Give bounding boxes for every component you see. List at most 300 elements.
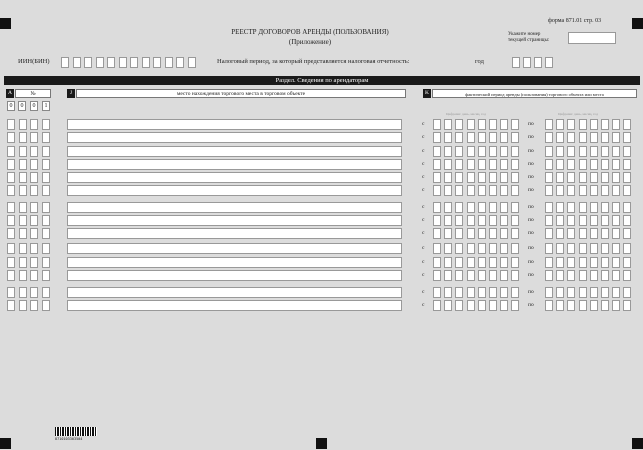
- date-from-cell[interactable]: [455, 146, 463, 157]
- date-to-cell[interactable]: [601, 300, 609, 311]
- date-from-cell[interactable]: [467, 159, 475, 170]
- date-from-cell[interactable]: [489, 185, 497, 196]
- date-to-cell[interactable]: [567, 228, 575, 239]
- date-to-cell[interactable]: [601, 119, 609, 130]
- iin-digit-cell[interactable]: [107, 57, 115, 68]
- date-to-cell[interactable]: [567, 146, 575, 157]
- date-from-cell[interactable]: [467, 270, 475, 281]
- date-to-cell[interactable]: [612, 257, 620, 268]
- row-number-cell[interactable]: [7, 172, 15, 183]
- row-number-cell[interactable]: [30, 185, 38, 196]
- date-to-cell[interactable]: [612, 172, 620, 183]
- row-number-cell[interactable]: [30, 270, 38, 281]
- date-from-cell[interactable]: [444, 172, 452, 183]
- date-to-cell[interactable]: [545, 215, 553, 226]
- date-from-cell[interactable]: [455, 287, 463, 298]
- date-from-cell[interactable]: [489, 287, 497, 298]
- row-number-cell[interactable]: [7, 270, 15, 281]
- date-from-cell[interactable]: [433, 257, 441, 268]
- date-to-cell[interactable]: [623, 300, 631, 311]
- row-number-cell[interactable]: [19, 119, 27, 130]
- date-from-cell[interactable]: [500, 172, 508, 183]
- date-to-cell[interactable]: [612, 132, 620, 143]
- date-from-cell[interactable]: [511, 270, 519, 281]
- row-number-cell[interactable]: [19, 257, 27, 268]
- iin-digit-cell[interactable]: [176, 57, 184, 68]
- location-field[interactable]: [67, 159, 402, 170]
- date-to-cell[interactable]: [623, 202, 631, 213]
- date-to-cell[interactable]: [545, 228, 553, 239]
- date-to-cell[interactable]: [612, 215, 620, 226]
- date-from-cell[interactable]: [500, 202, 508, 213]
- date-to-cell[interactable]: [601, 146, 609, 157]
- date-to-cell[interactable]: [579, 228, 587, 239]
- date-to-cell[interactable]: [623, 159, 631, 170]
- row-number-cell[interactable]: [19, 202, 27, 213]
- date-from-cell[interactable]: [489, 257, 497, 268]
- date-to-cell[interactable]: [545, 243, 553, 254]
- row-number-cell[interactable]: [42, 172, 50, 183]
- date-from-cell[interactable]: [433, 132, 441, 143]
- date-from-cell[interactable]: [433, 119, 441, 130]
- date-to-cell[interactable]: [590, 185, 598, 196]
- date-from-cell[interactable]: [444, 119, 452, 130]
- date-from-cell[interactable]: [433, 243, 441, 254]
- date-from-cell[interactable]: [467, 287, 475, 298]
- date-to-cell[interactable]: [556, 228, 564, 239]
- date-from-cell[interactable]: [500, 159, 508, 170]
- date-to-cell[interactable]: [579, 300, 587, 311]
- date-from-cell[interactable]: [511, 159, 519, 170]
- date-from-cell[interactable]: [478, 228, 486, 239]
- date-to-cell[interactable]: [601, 257, 609, 268]
- date-to-cell[interactable]: [545, 159, 553, 170]
- year-digit-cell[interactable]: [534, 57, 542, 68]
- date-to-cell[interactable]: [556, 132, 564, 143]
- date-to-cell[interactable]: [590, 257, 598, 268]
- row-number-cell[interactable]: [30, 243, 38, 254]
- date-from-cell[interactable]: [433, 270, 441, 281]
- row-number-cell[interactable]: [19, 132, 27, 143]
- date-from-cell[interactable]: [478, 300, 486, 311]
- date-from-cell[interactable]: [511, 215, 519, 226]
- date-from-cell[interactable]: [489, 300, 497, 311]
- date-from-cell[interactable]: [511, 132, 519, 143]
- date-to-cell[interactable]: [545, 132, 553, 143]
- year-digit-cell[interactable]: [523, 57, 531, 68]
- date-to-cell[interactable]: [612, 146, 620, 157]
- row-number-cell[interactable]: [7, 243, 15, 254]
- iin-digit-cell[interactable]: [61, 57, 69, 68]
- date-from-cell[interactable]: [489, 172, 497, 183]
- location-field[interactable]: [67, 146, 402, 157]
- location-field[interactable]: [67, 270, 402, 281]
- row-number-digit[interactable]: 0: [18, 101, 26, 111]
- location-field[interactable]: [67, 132, 402, 143]
- date-to-cell[interactable]: [601, 159, 609, 170]
- date-to-cell[interactable]: [545, 119, 553, 130]
- date-to-cell[interactable]: [623, 185, 631, 196]
- date-from-cell[interactable]: [500, 215, 508, 226]
- date-to-cell[interactable]: [545, 172, 553, 183]
- date-from-cell[interactable]: [500, 243, 508, 254]
- location-field[interactable]: [67, 119, 402, 130]
- location-field[interactable]: [67, 202, 402, 213]
- date-to-cell[interactable]: [556, 300, 564, 311]
- date-to-cell[interactable]: [623, 119, 631, 130]
- date-from-cell[interactable]: [444, 132, 452, 143]
- date-to-cell[interactable]: [567, 270, 575, 281]
- date-from-cell[interactable]: [478, 146, 486, 157]
- date-from-cell[interactable]: [478, 119, 486, 130]
- location-field[interactable]: [67, 185, 402, 196]
- date-from-cell[interactable]: [467, 119, 475, 130]
- date-from-cell[interactable]: [511, 228, 519, 239]
- date-to-cell[interactable]: [590, 243, 598, 254]
- date-to-cell[interactable]: [623, 270, 631, 281]
- date-from-cell[interactable]: [433, 172, 441, 183]
- date-from-cell[interactable]: [467, 243, 475, 254]
- date-to-cell[interactable]: [579, 132, 587, 143]
- date-from-cell[interactable]: [511, 287, 519, 298]
- location-field[interactable]: [67, 228, 402, 239]
- date-from-cell[interactable]: [467, 172, 475, 183]
- row-number-cell[interactable]: [7, 132, 15, 143]
- date-from-cell[interactable]: [455, 228, 463, 239]
- iin-digit-cell[interactable]: [96, 57, 104, 68]
- row-number-cell[interactable]: [42, 228, 50, 239]
- date-to-cell[interactable]: [545, 185, 553, 196]
- row-number-cell[interactable]: [19, 287, 27, 298]
- location-field[interactable]: [67, 215, 402, 226]
- date-from-cell[interactable]: [478, 243, 486, 254]
- location-field[interactable]: [67, 257, 402, 268]
- date-from-cell[interactable]: [467, 146, 475, 157]
- date-to-cell[interactable]: [601, 215, 609, 226]
- row-number-cell[interactable]: [19, 243, 27, 254]
- date-from-cell[interactable]: [455, 202, 463, 213]
- date-from-cell[interactable]: [444, 300, 452, 311]
- date-to-cell[interactable]: [612, 228, 620, 239]
- date-to-cell[interactable]: [590, 215, 598, 226]
- row-number-digit[interactable]: 1: [42, 101, 50, 111]
- date-from-cell[interactable]: [478, 215, 486, 226]
- date-to-cell[interactable]: [545, 287, 553, 298]
- row-number-cell[interactable]: [42, 257, 50, 268]
- date-to-cell[interactable]: [623, 228, 631, 239]
- date-from-cell[interactable]: [467, 300, 475, 311]
- date-from-cell[interactable]: [444, 270, 452, 281]
- date-from-cell[interactable]: [478, 159, 486, 170]
- date-to-cell[interactable]: [579, 185, 587, 196]
- date-to-cell[interactable]: [590, 119, 598, 130]
- date-from-cell[interactable]: [478, 287, 486, 298]
- date-to-cell[interactable]: [579, 172, 587, 183]
- row-number-cell[interactable]: [42, 300, 50, 311]
- date-from-cell[interactable]: [478, 202, 486, 213]
- date-from-cell[interactable]: [511, 172, 519, 183]
- date-to-cell[interactable]: [612, 270, 620, 281]
- page-number-input[interactable]: [568, 32, 616, 44]
- date-to-cell[interactable]: [556, 172, 564, 183]
- date-to-cell[interactable]: [623, 243, 631, 254]
- date-to-cell[interactable]: [623, 146, 631, 157]
- date-to-cell[interactable]: [579, 119, 587, 130]
- row-number-cell[interactable]: [42, 243, 50, 254]
- row-number-cell[interactable]: [42, 119, 50, 130]
- date-to-cell[interactable]: [545, 270, 553, 281]
- row-number-cell[interactable]: [19, 146, 27, 157]
- row-number-cell[interactable]: [7, 159, 15, 170]
- row-number-cell[interactable]: [7, 215, 15, 226]
- date-from-cell[interactable]: [433, 146, 441, 157]
- iin-digit-cell[interactable]: [119, 57, 127, 68]
- date-to-cell[interactable]: [590, 132, 598, 143]
- row-number-cell[interactable]: [7, 146, 15, 157]
- date-to-cell[interactable]: [579, 146, 587, 157]
- date-from-cell[interactable]: [500, 257, 508, 268]
- date-to-cell[interactable]: [567, 132, 575, 143]
- row-number-digit[interactable]: 0: [30, 101, 38, 111]
- date-to-cell[interactable]: [623, 287, 631, 298]
- date-to-cell[interactable]: [567, 287, 575, 298]
- date-from-cell[interactable]: [511, 185, 519, 196]
- date-to-cell[interactable]: [545, 257, 553, 268]
- date-from-cell[interactable]: [500, 228, 508, 239]
- date-from-cell[interactable]: [489, 159, 497, 170]
- date-from-cell[interactable]: [489, 146, 497, 157]
- row-number-cell[interactable]: [19, 215, 27, 226]
- row-number-cell[interactable]: [42, 215, 50, 226]
- date-from-cell[interactable]: [489, 215, 497, 226]
- date-to-cell[interactable]: [556, 287, 564, 298]
- row-number-cell[interactable]: [19, 185, 27, 196]
- date-from-cell[interactable]: [455, 257, 463, 268]
- row-number-cell[interactable]: [30, 287, 38, 298]
- date-from-cell[interactable]: [478, 172, 486, 183]
- row-number-digit[interactable]: 0: [7, 101, 15, 111]
- row-number-cell[interactable]: [7, 202, 15, 213]
- date-from-cell[interactable]: [478, 270, 486, 281]
- row-number-cell[interactable]: [19, 228, 27, 239]
- row-number-cell[interactable]: [30, 300, 38, 311]
- location-field[interactable]: [67, 243, 402, 254]
- date-to-cell[interactable]: [612, 287, 620, 298]
- iin-digit-cell[interactable]: [153, 57, 161, 68]
- date-from-cell[interactable]: [511, 119, 519, 130]
- iin-digit-cell[interactable]: [165, 57, 173, 68]
- date-to-cell[interactable]: [567, 159, 575, 170]
- date-from-cell[interactable]: [500, 132, 508, 143]
- date-to-cell[interactable]: [590, 146, 598, 157]
- date-to-cell[interactable]: [579, 202, 587, 213]
- date-from-cell[interactable]: [489, 243, 497, 254]
- date-to-cell[interactable]: [623, 215, 631, 226]
- date-to-cell[interactable]: [612, 159, 620, 170]
- iin-digit-cell[interactable]: [84, 57, 92, 68]
- row-number-cell[interactable]: [30, 228, 38, 239]
- date-from-cell[interactable]: [511, 257, 519, 268]
- date-from-cell[interactable]: [444, 159, 452, 170]
- date-from-cell[interactable]: [511, 243, 519, 254]
- date-from-cell[interactable]: [511, 146, 519, 157]
- row-number-cell[interactable]: [7, 287, 15, 298]
- date-from-cell[interactable]: [500, 146, 508, 157]
- row-number-cell[interactable]: [30, 172, 38, 183]
- date-to-cell[interactable]: [579, 270, 587, 281]
- row-number-cell[interactable]: [42, 270, 50, 281]
- date-to-cell[interactable]: [590, 300, 598, 311]
- row-number-cell[interactable]: [7, 119, 15, 130]
- date-to-cell[interactable]: [567, 119, 575, 130]
- location-field[interactable]: [67, 287, 402, 298]
- date-to-cell[interactable]: [623, 132, 631, 143]
- date-from-cell[interactable]: [455, 159, 463, 170]
- date-from-cell[interactable]: [500, 119, 508, 130]
- date-from-cell[interactable]: [500, 300, 508, 311]
- date-from-cell[interactable]: [433, 185, 441, 196]
- row-number-cell[interactable]: [7, 228, 15, 239]
- date-to-cell[interactable]: [601, 243, 609, 254]
- date-from-cell[interactable]: [489, 202, 497, 213]
- date-to-cell[interactable]: [612, 243, 620, 254]
- iin-digit-cell[interactable]: [130, 57, 138, 68]
- date-to-cell[interactable]: [556, 159, 564, 170]
- date-from-cell[interactable]: [478, 132, 486, 143]
- date-to-cell[interactable]: [556, 270, 564, 281]
- date-to-cell[interactable]: [612, 185, 620, 196]
- row-number-cell[interactable]: [42, 287, 50, 298]
- date-to-cell[interactable]: [567, 202, 575, 213]
- date-to-cell[interactable]: [556, 202, 564, 213]
- date-to-cell[interactable]: [556, 185, 564, 196]
- date-to-cell[interactable]: [556, 215, 564, 226]
- date-from-cell[interactable]: [433, 215, 441, 226]
- date-to-cell[interactable]: [601, 132, 609, 143]
- date-to-cell[interactable]: [579, 243, 587, 254]
- date-to-cell[interactable]: [567, 243, 575, 254]
- date-to-cell[interactable]: [623, 257, 631, 268]
- date-to-cell[interactable]: [623, 172, 631, 183]
- row-number-cell[interactable]: [7, 185, 15, 196]
- date-from-cell[interactable]: [444, 146, 452, 157]
- date-to-cell[interactable]: [579, 159, 587, 170]
- date-from-cell[interactable]: [433, 300, 441, 311]
- date-to-cell[interactable]: [590, 159, 598, 170]
- date-from-cell[interactable]: [467, 228, 475, 239]
- row-number-cell[interactable]: [42, 146, 50, 157]
- date-to-cell[interactable]: [590, 287, 598, 298]
- date-to-cell[interactable]: [612, 300, 620, 311]
- date-to-cell[interactable]: [601, 185, 609, 196]
- row-number-cell[interactable]: [30, 202, 38, 213]
- date-to-cell[interactable]: [556, 119, 564, 130]
- row-number-cell[interactable]: [30, 132, 38, 143]
- date-from-cell[interactable]: [467, 202, 475, 213]
- date-from-cell[interactable]: [455, 132, 463, 143]
- date-to-cell[interactable]: [590, 202, 598, 213]
- row-number-cell[interactable]: [7, 257, 15, 268]
- date-from-cell[interactable]: [467, 215, 475, 226]
- date-from-cell[interactable]: [455, 243, 463, 254]
- date-to-cell[interactable]: [556, 257, 564, 268]
- row-number-cell[interactable]: [42, 202, 50, 213]
- date-from-cell[interactable]: [444, 185, 452, 196]
- date-from-cell[interactable]: [455, 185, 463, 196]
- date-from-cell[interactable]: [467, 257, 475, 268]
- date-to-cell[interactable]: [567, 257, 575, 268]
- date-to-cell[interactable]: [601, 228, 609, 239]
- date-to-cell[interactable]: [579, 287, 587, 298]
- date-to-cell[interactable]: [567, 300, 575, 311]
- year-digit-cell[interactable]: [545, 57, 553, 68]
- row-number-cell[interactable]: [19, 300, 27, 311]
- date-from-cell[interactable]: [511, 202, 519, 213]
- row-number-cell[interactable]: [42, 159, 50, 170]
- date-from-cell[interactable]: [433, 287, 441, 298]
- date-from-cell[interactable]: [433, 159, 441, 170]
- date-to-cell[interactable]: [579, 215, 587, 226]
- date-from-cell[interactable]: [455, 215, 463, 226]
- date-from-cell[interactable]: [433, 228, 441, 239]
- date-to-cell[interactable]: [601, 172, 609, 183]
- date-from-cell[interactable]: [489, 119, 497, 130]
- iin-digit-cell[interactable]: [188, 57, 196, 68]
- row-number-cell[interactable]: [30, 159, 38, 170]
- date-to-cell[interactable]: [601, 202, 609, 213]
- row-number-cell[interactable]: [30, 215, 38, 226]
- date-to-cell[interactable]: [590, 270, 598, 281]
- date-to-cell[interactable]: [567, 172, 575, 183]
- date-from-cell[interactable]: [444, 228, 452, 239]
- date-to-cell[interactable]: [601, 270, 609, 281]
- date-from-cell[interactable]: [500, 287, 508, 298]
- date-from-cell[interactable]: [444, 287, 452, 298]
- date-to-cell[interactable]: [601, 287, 609, 298]
- iin-digit-cell[interactable]: [73, 57, 81, 68]
- date-from-cell[interactable]: [455, 270, 463, 281]
- date-from-cell[interactable]: [489, 228, 497, 239]
- date-to-cell[interactable]: [545, 202, 553, 213]
- date-from-cell[interactable]: [444, 257, 452, 268]
- row-number-cell[interactable]: [30, 146, 38, 157]
- date-to-cell[interactable]: [590, 172, 598, 183]
- date-from-cell[interactable]: [455, 300, 463, 311]
- date-from-cell[interactable]: [444, 243, 452, 254]
- date-from-cell[interactable]: [511, 300, 519, 311]
- date-from-cell[interactable]: [433, 202, 441, 213]
- row-number-cell[interactable]: [19, 270, 27, 281]
- row-number-cell[interactable]: [42, 185, 50, 196]
- date-from-cell[interactable]: [444, 215, 452, 226]
- date-to-cell[interactable]: [545, 146, 553, 157]
- location-field[interactable]: [67, 172, 402, 183]
- row-number-cell[interactable]: [30, 257, 38, 268]
- date-from-cell[interactable]: [455, 119, 463, 130]
- date-to-cell[interactable]: [556, 146, 564, 157]
- location-field[interactable]: [67, 300, 402, 311]
- date-to-cell[interactable]: [567, 185, 575, 196]
- date-to-cell[interactable]: [612, 119, 620, 130]
- row-number-cell[interactable]: [42, 132, 50, 143]
- date-from-cell[interactable]: [444, 202, 452, 213]
- date-to-cell[interactable]: [579, 257, 587, 268]
- date-from-cell[interactable]: [500, 270, 508, 281]
- date-to-cell[interactable]: [567, 215, 575, 226]
- date-from-cell[interactable]: [489, 270, 497, 281]
- row-number-cell[interactable]: [19, 172, 27, 183]
- date-to-cell[interactable]: [556, 243, 564, 254]
